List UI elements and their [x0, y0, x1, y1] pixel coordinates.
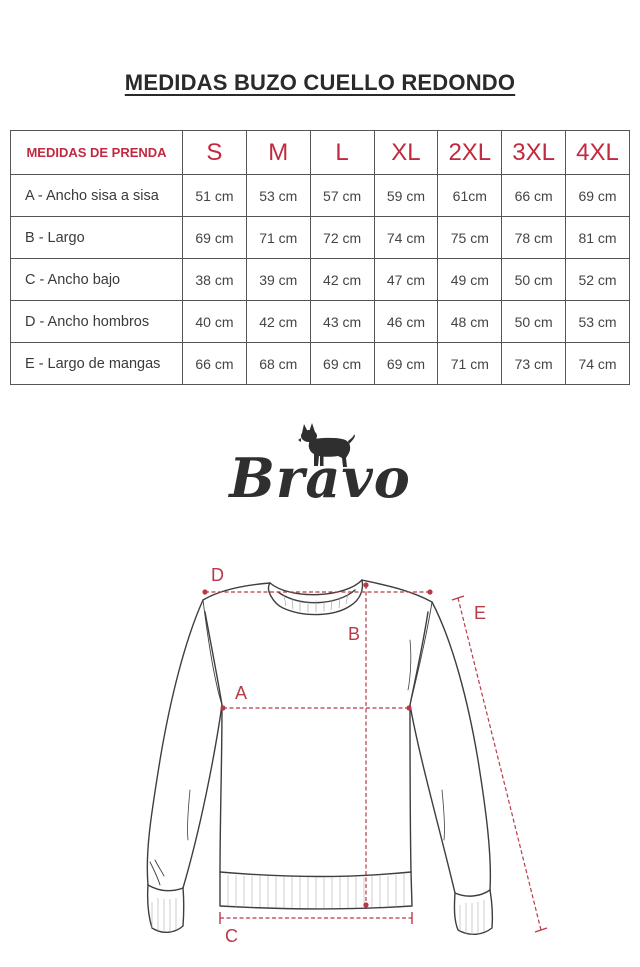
table-cell: 42 cm — [310, 259, 374, 301]
size-4xl: 4XL — [566, 131, 630, 175]
measure-label-c: C — [225, 926, 238, 946]
table-cell: 47 cm — [374, 259, 438, 301]
table-cell: 72 cm — [310, 217, 374, 259]
table-cell: 68 cm — [246, 343, 310, 385]
row-label: C - Ancho bajo — [11, 259, 183, 301]
measure-label-a: A — [235, 683, 248, 703]
table-cell: 52 cm — [566, 259, 630, 301]
size-3xl: 3XL — [502, 131, 566, 175]
table-cell: 43 cm — [310, 301, 374, 343]
table-cell: 39 cm — [246, 259, 310, 301]
table-cell: 50 cm — [502, 301, 566, 343]
table-cell: 48 cm — [438, 301, 502, 343]
table-cell: 69 cm — [183, 217, 247, 259]
page-title — [0, 70, 640, 96]
table-cell: 59 cm — [374, 175, 438, 217]
brand-logo-text: Bravo — [229, 446, 411, 510]
table-cell: 75 cm — [438, 217, 502, 259]
size-l: L — [310, 131, 374, 175]
table-cell: 81 cm — [566, 217, 630, 259]
table-cell: 49 cm — [438, 259, 502, 301]
table-cell: 38 cm — [183, 259, 247, 301]
size-m: M — [246, 131, 310, 175]
row-label: D - Ancho hombros — [11, 301, 183, 343]
table-cell: 51 cm — [183, 175, 247, 217]
row-label: B - Largo — [11, 217, 183, 259]
size-table — [10, 130, 630, 385]
table-cell: 53 cm — [566, 301, 630, 343]
table-cell: 69 cm — [566, 175, 630, 217]
table-cell: 69 cm — [310, 343, 374, 385]
table-cell: 40 cm — [183, 301, 247, 343]
table-row — [11, 343, 630, 385]
size-xl: XL — [374, 131, 438, 175]
table-cell: 66 cm — [502, 175, 566, 217]
row-label: A - Ancho sisa a sisa — [11, 175, 183, 217]
sweater-measurement-diagram — [130, 555, 550, 960]
table-cell: 74 cm — [566, 343, 630, 385]
table-cell: 69 cm — [374, 343, 438, 385]
page-title-text: MEDIDAS BUZO CUELLO REDONDO — [124, 70, 516, 95]
table-cell: 50 cm — [502, 259, 566, 301]
table-cell: 73 cm — [502, 343, 566, 385]
table-cell: 74 cm — [374, 217, 438, 259]
table-cell: 53 cm — [246, 175, 310, 217]
size-header-row — [11, 131, 630, 175]
table-cell: 71 cm — [246, 217, 310, 259]
table-row — [11, 259, 630, 301]
table-cell: 78 cm — [502, 217, 566, 259]
size-2xl: 2XL — [438, 131, 502, 175]
table-row — [11, 301, 630, 343]
header-label: MEDIDAS DE PRENDA — [11, 131, 183, 175]
table-cell: 57 cm — [310, 175, 374, 217]
table-row — [11, 175, 630, 217]
table-row — [11, 217, 630, 259]
table-cell: 42 cm — [246, 301, 310, 343]
table-cell: 66 cm — [183, 343, 247, 385]
measure-label-e: E — [474, 603, 487, 623]
measure-label-d: D — [211, 565, 224, 585]
table-cell: 46 cm — [374, 301, 438, 343]
row-label: E - Largo de mangas — [11, 343, 183, 385]
table-cell: 61cm — [438, 175, 502, 217]
measure-label-b: B — [348, 624, 361, 644]
table-cell: 71 cm — [438, 343, 502, 385]
size-s: S — [183, 131, 247, 175]
